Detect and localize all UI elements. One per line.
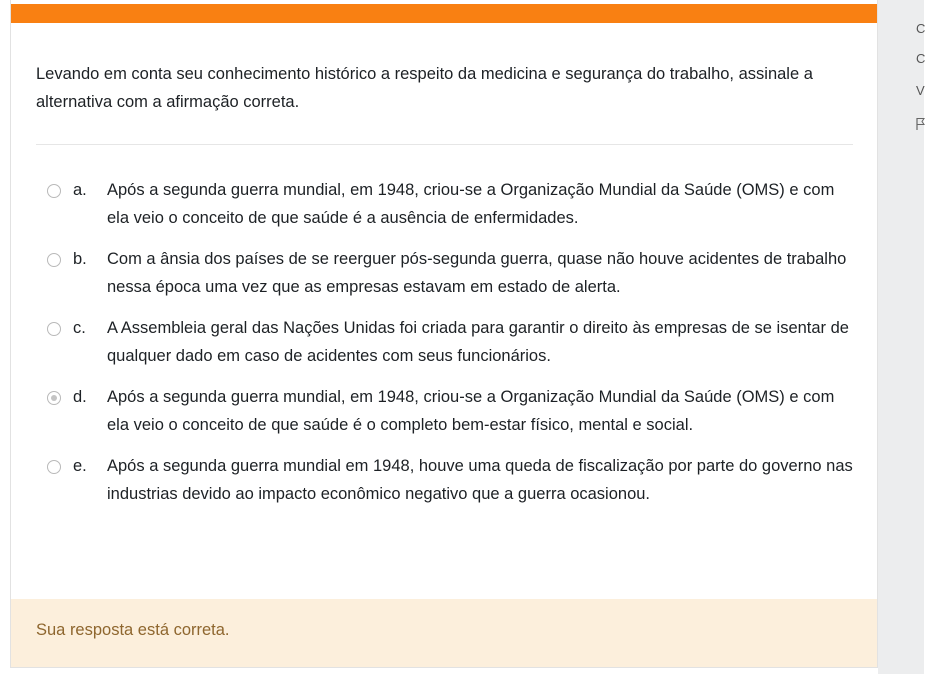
option-letter: b. — [73, 250, 87, 268]
option-text: A Assembleia geral das Nações Unidas foi criada para garantir o direito às empresas de se isentar de qualquer dado em caso de acidentes com seus funcionários. — [107, 319, 849, 365]
option-letter: d. — [73, 388, 87, 406]
side-text-1: C — [916, 21, 926, 36]
divider — [36, 144, 853, 145]
feedback-text: Sua resposta está correta. — [36, 621, 230, 639]
option-letter: a. — [73, 181, 87, 199]
radio-button-a[interactable] — [47, 184, 61, 198]
answer-option-a[interactable] — [47, 176, 857, 232]
radio-button-c[interactable] — [47, 322, 61, 336]
answer-option-c[interactable] — [47, 314, 857, 370]
radio-button-d[interactable] — [47, 391, 61, 405]
radio-button-b[interactable] — [47, 253, 61, 267]
side-text-3: V — [916, 83, 925, 98]
side-text-2: C — [916, 51, 926, 66]
radio-button-e[interactable] — [47, 460, 61, 474]
option-letter: c. — [73, 319, 86, 337]
option-text: Após a segunda guerra mundial em 1948, houve uma queda de fiscalização por parte do governo nas industrias devido ao impacto econômico negativo que a guerra ocasionou. — [107, 457, 853, 503]
option-text: Após a segunda guerra mundial, em 1948, criou-se a Organização Mundial da Saúde (OMS) e com ela veio o conceito de que saúde é o completo bem-estar físico, mental e social. — [107, 388, 835, 434]
feedback-box — [11, 599, 877, 667]
question-card — [10, 0, 878, 668]
flag-icon[interactable] — [916, 117, 926, 131]
answer-option-e[interactable] — [47, 452, 857, 508]
answer-options — [47, 176, 857, 521]
question-text: Levando em conta seu conhecimento histórico a respeito da medicina e segurança do trabalho, assinale a alternativa com a afirmação correta. — [36, 65, 813, 111]
answer-option-d[interactable] — [47, 383, 857, 439]
accent-bar — [11, 4, 877, 23]
side-panel — [878, 0, 924, 674]
option-text: Após a segunda guerra mundial, em 1948, criou-se a Organização Mundial da Saúde (OMS) e com ela veio o conceito de que saúde é a ausência de enfermidades. — [107, 181, 835, 227]
option-letter: e. — [73, 457, 87, 475]
answer-option-b[interactable] — [47, 245, 857, 301]
option-text: Com a ânsia dos países de se reerguer pós-segunda guerra, quase não houve acidentes de trabalho nessa época uma vez que as empresas estavam em estado de alerta. — [107, 250, 847, 296]
